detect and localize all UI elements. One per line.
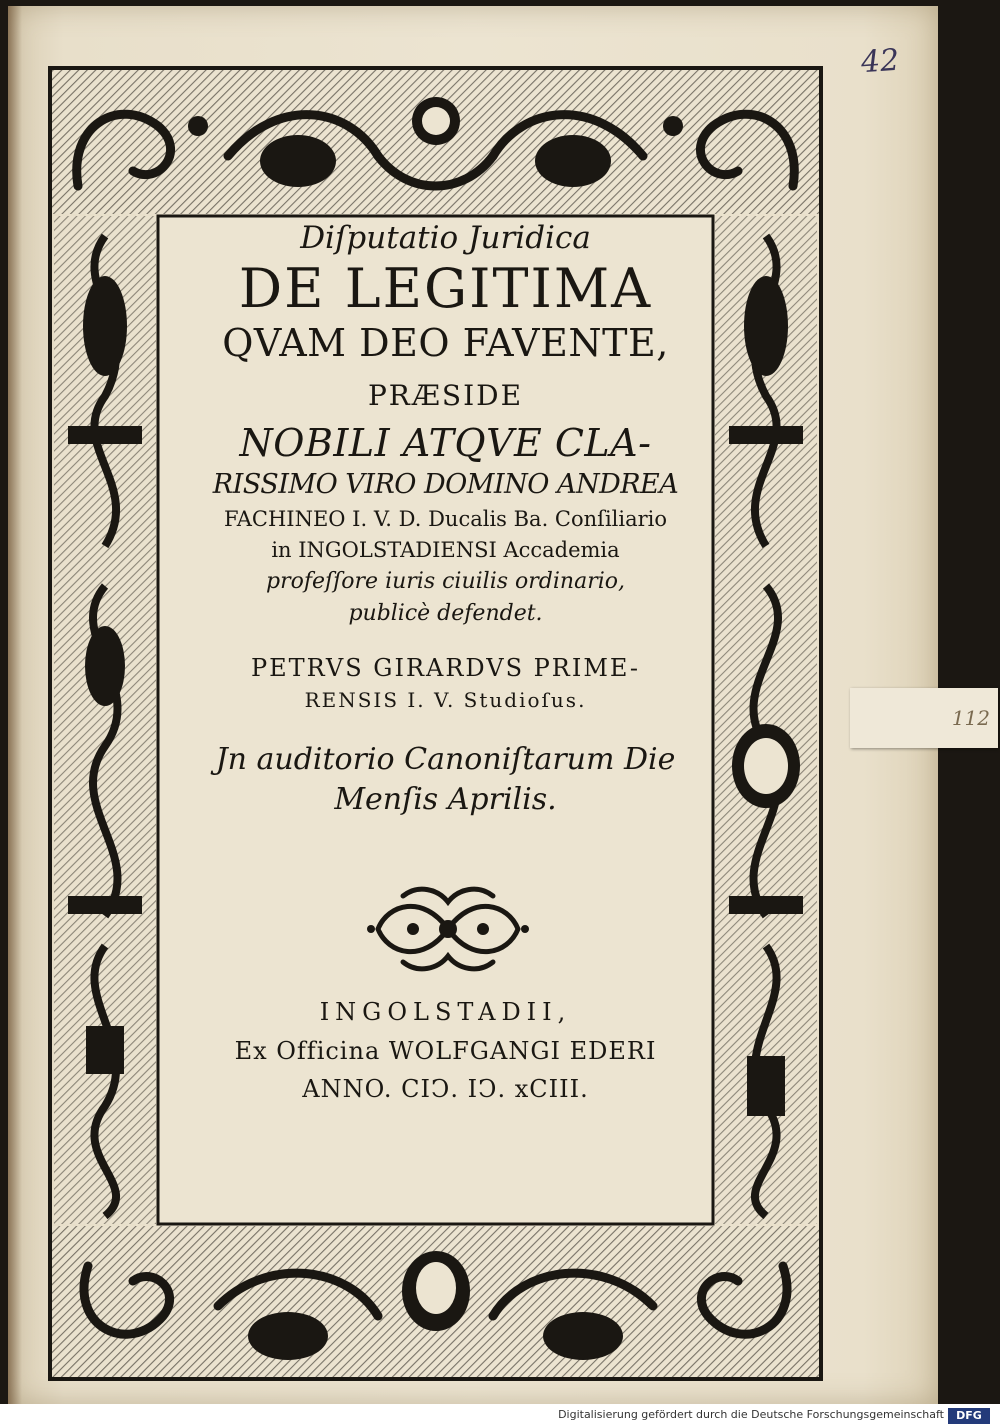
title-line-12: RENSIS I. V. Studioſus.	[304, 688, 587, 712]
footer-credit: Digitalisierung gefördert durch die Deutsche Forschungsgemeinschaft	[558, 1408, 944, 1421]
title-line-1: Diſputatio Juridica	[300, 220, 591, 256]
imprint-printer: Ex Officina WOLFGANGI EDERI	[234, 1037, 657, 1065]
title-text	[158, 216, 733, 820]
title-line-8: in INGOLSTADIENSI Accademia	[271, 538, 620, 562]
title-line-6: RISSIMO VIRO DOMINO ANDREA	[212, 469, 679, 500]
imprint	[158, 992, 733, 1108]
title-line-7: FACHINEO I. V. D. Ducalis Ba. Conſiliario	[223, 507, 668, 531]
imprint-year: ANNO. CIↃ. IↃ. xCIII.	[302, 1075, 589, 1103]
title-line-13: Jn auditorio Canoniſtarum Die	[215, 742, 676, 777]
title-line-10: publicè defendet.	[348, 601, 543, 626]
title-line-5: NOBILI ATQVE CLA-	[239, 421, 652, 465]
digitization-footer	[0, 1404, 1000, 1428]
spine-shadow	[8, 6, 22, 1404]
title-line-3: QVAM DEO FAVENTE,	[222, 321, 669, 365]
imprint-place: INGOLSTADII,	[319, 998, 572, 1026]
printers-ornament	[363, 884, 533, 974]
bookmark-tab	[850, 688, 998, 748]
title-line-9: profeſſore iuris ciuilis ordinario,	[266, 569, 625, 594]
folio-number: 42	[859, 42, 901, 81]
title-line-4: PRÆSIDE	[367, 379, 524, 412]
dfg-logo-icon: DFG	[948, 1408, 990, 1424]
bookmark-tab-label: 112	[951, 706, 990, 730]
title-line-2: DE LEGITIMA	[238, 257, 653, 320]
title-line-11: PETRVS GIRARDVS PRIME-	[251, 654, 640, 682]
book-page	[8, 6, 938, 1404]
title-line-14: Menſis Aprilis.	[334, 782, 557, 817]
